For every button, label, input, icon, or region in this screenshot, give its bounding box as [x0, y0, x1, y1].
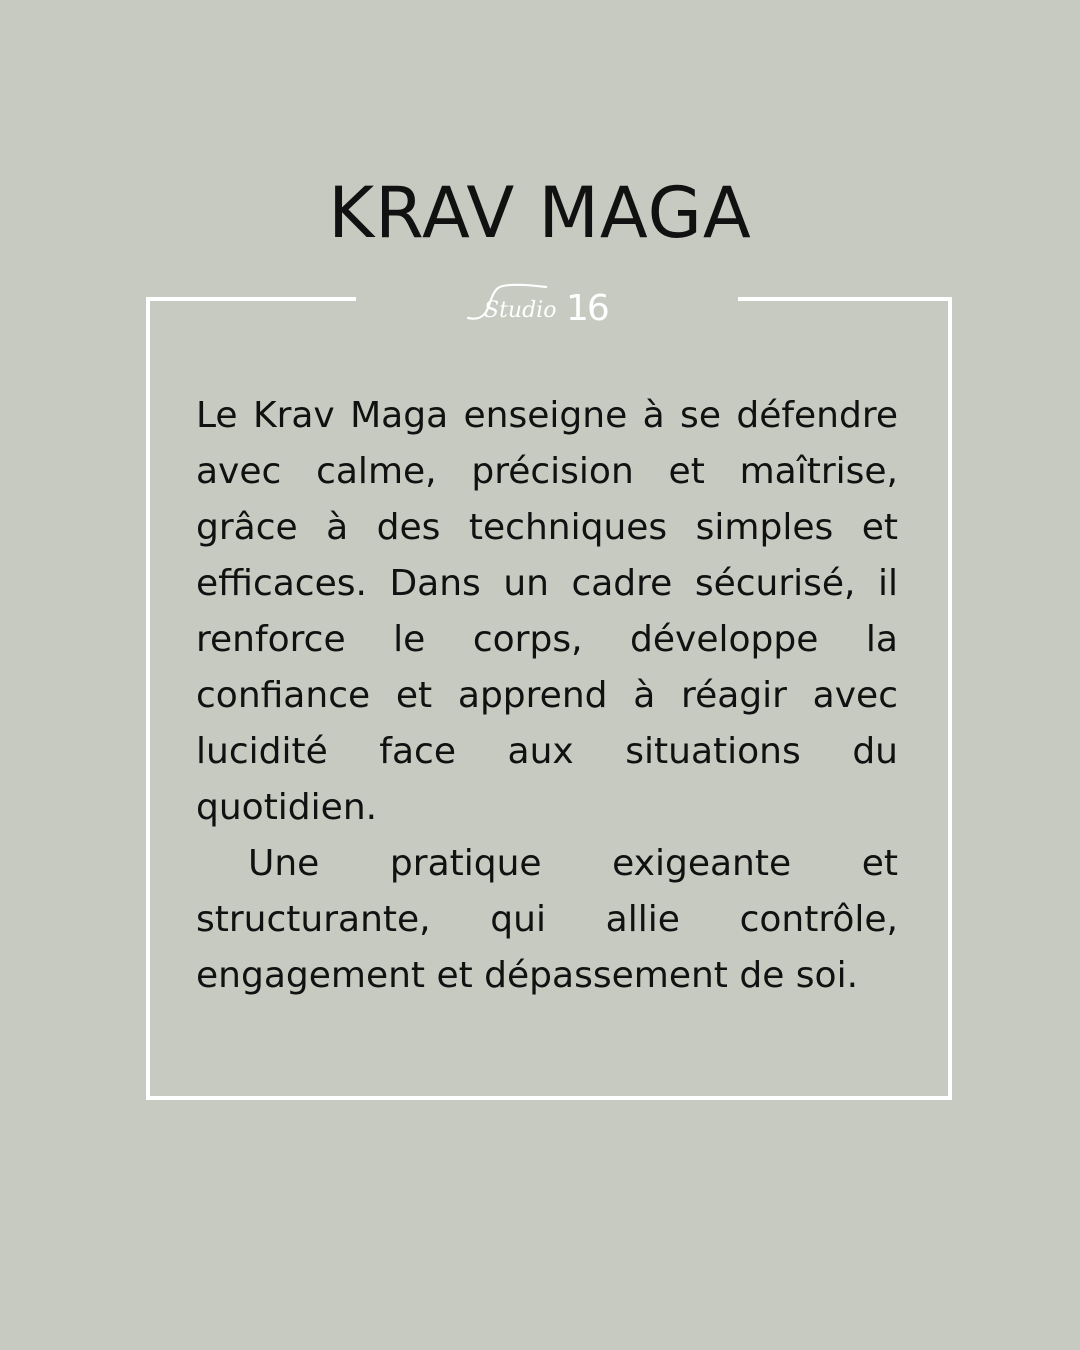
- description-paragraph-2: Une pratique exigeante et structurante, qui allie contrôle, engagement et dépassement de soi.: [196, 843, 898, 996]
- page-title: KRAV MAGA: [328, 172, 752, 254]
- description-paragraph-1: Le Krav Maga enseigne à se défendre avec calme, précision et maîtrise, grâce à des techniques simples et efficaces. Dans un cadre sécurisé, il renforce le corps, développe la confiance et apprend à réagir avec lucidité face aux situations du quotidien.: [196, 395, 898, 828]
- frame-top-left-segment: [146, 297, 356, 301]
- studio16-logo-graphic: [462, 278, 618, 330]
- logo-script-text: Studio: [484, 298, 557, 323]
- studio16-logo: [462, 278, 618, 330]
- frame-top-right-segment: [738, 297, 950, 301]
- description-text: [196, 388, 898, 1004]
- logo-number-text: 16: [566, 288, 608, 329]
